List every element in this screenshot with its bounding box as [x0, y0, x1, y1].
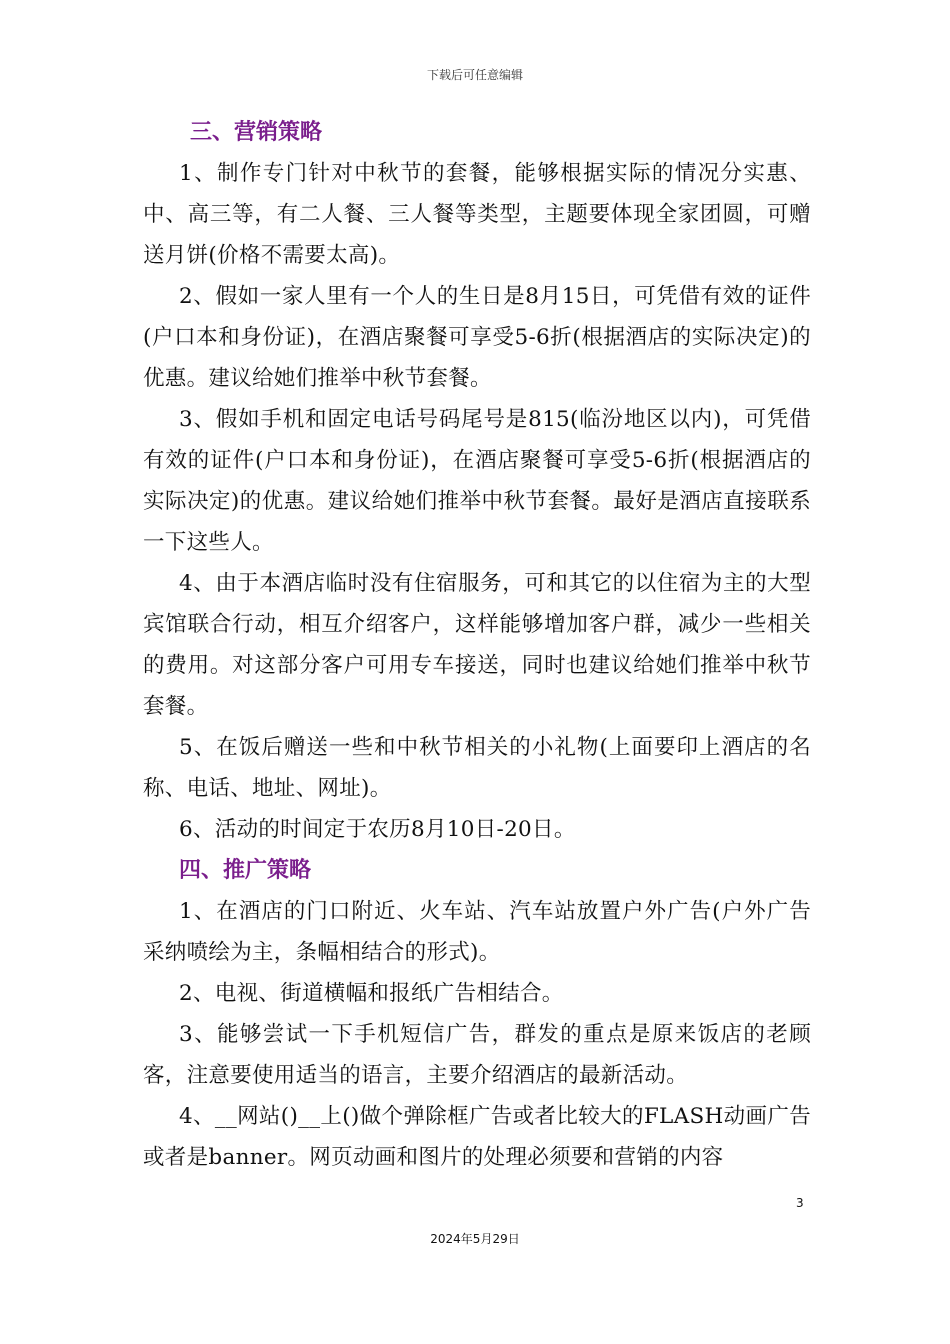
paragraph: 2、假如一家人里有一个人的生日是8月15日，可凭借有效的证件(户口本和身份证)，在酒店聚餐可享受5-6折(根据酒店的实际决定)的优惠。建议给她们推举中秋节套餐。 [143, 284, 811, 391]
paragraph: 2、电视、街道横幅和报纸广告相结合。 [179, 981, 564, 1006]
section-heading-marketing: 三、营销策略 [190, 120, 323, 145]
footer-date: 2024年5月29日 [430, 1232, 520, 1246]
paragraph: 1、在酒店的门口附近、火车站、汽车站放置户外广告(户外广告采纳喷绘为主，条幅相结合的形式)。 [143, 899, 811, 965]
document-body [143, 112, 811, 1178]
paragraph: 5、在饭后赠送一些和中秋节相关的小礼物(上面要印上酒店的名称、电话、地址、网址)。 [143, 735, 811, 801]
page-number: 3 [796, 1196, 804, 1210]
paragraph: 1、制作专门针对中秋节的套餐，能够根据实际的情况分实惠、中、高三等，有二人餐、三人餐等类型，主题要体现全家团圆，可赠送月饼(价格不需要太高)。 [143, 161, 811, 268]
paragraph: 6、活动的时间定于农历8月10日-20日。 [179, 817, 576, 842]
paragraph: 4、由于本酒店临时没有住宿服务，可和其它的以住宿为主的大型宾馆联合行动，相互介绍客户，这样能够增加客户群，减少一些相关的费用。对这部分客户可用专车接送，同时也建议给她们推举中秋节套餐。 [143, 571, 811, 719]
paragraph: 3、能够尝试一下手机短信广告，群发的重点是原来饭店的老顾客，注意要使用适当的语言，主要介绍酒店的最新活动。 [143, 1022, 811, 1088]
section-heading-promotion: 四、推广策略 [179, 858, 312, 883]
page-header: 下载后可任意编辑 [426, 68, 523, 82]
paragraph: 3、假如手机和固定电话号码尾号是815(临汾地区以内)，可凭借有效的证件(户口本和身份证)，在酒店聚餐可享受5-6折(根据酒店的实际决定)的优惠。建议给她们推举中秋节套餐。最好是酒店直接联系一下这些人。 [143, 407, 811, 555]
paragraph: 4、__网站()__上()做个弹除框广告或者比较大的FLASH动画广告或者是banner。网页动画和图片的处理必须要和营销的内容 [143, 1104, 811, 1170]
